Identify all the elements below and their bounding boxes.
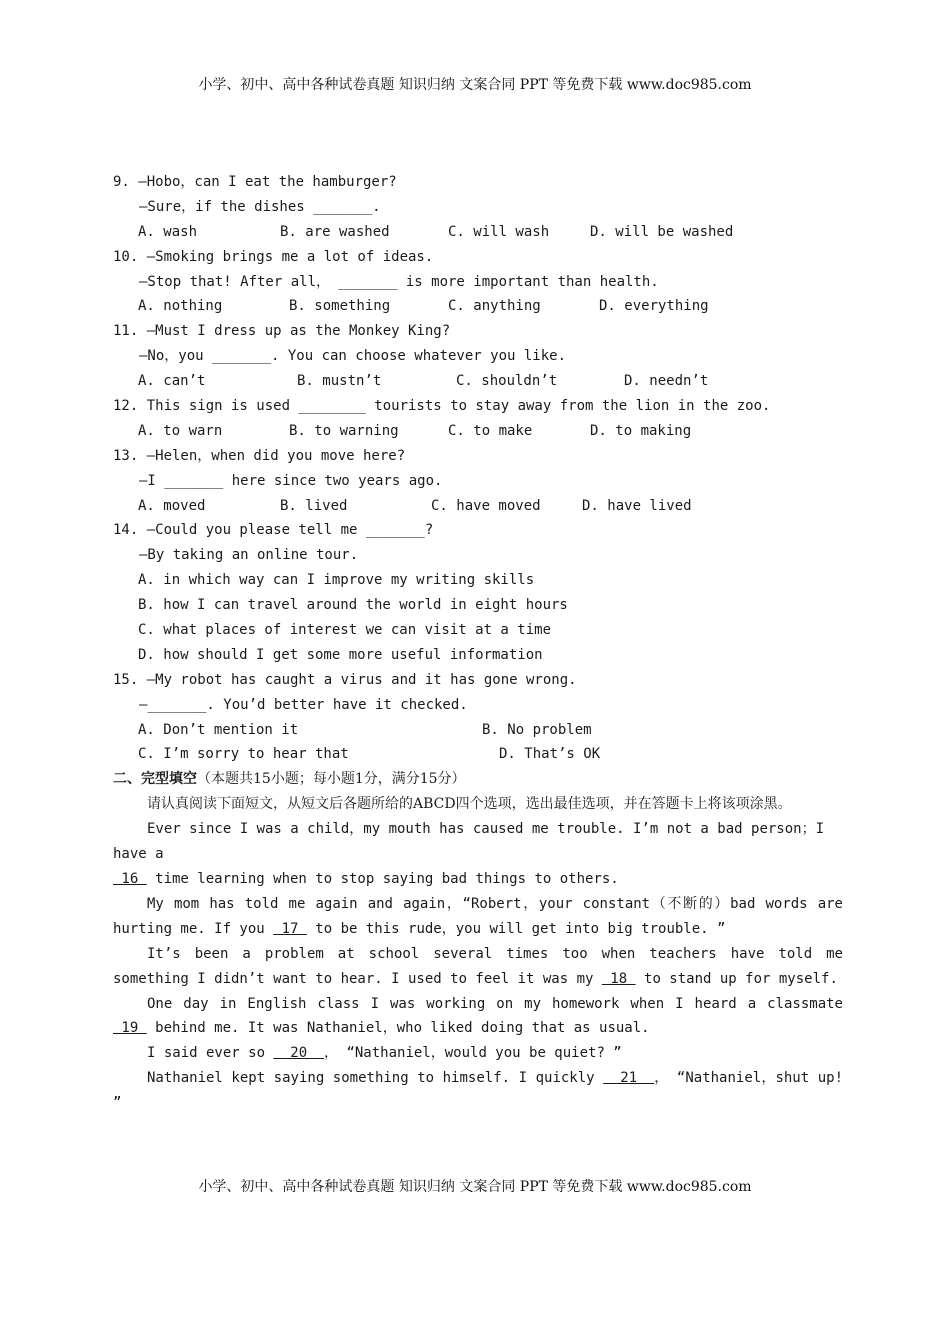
- question-9-reply: —Sure，if the dishes _______.: [139, 198, 381, 215]
- option: D. That’s OK: [499, 746, 601, 763]
- question-13-reply: —I _______ here since two years ago.: [139, 472, 443, 489]
- option: C. anything: [448, 298, 541, 315]
- question-14-reply: —By taking an online tour.: [139, 547, 359, 564]
- passage-text: to be this rude，you will get into big trouble. ”: [306, 920, 726, 937]
- section-title: 二、完型填空: [113, 771, 197, 788]
- passage-text: ， “Nathaniel，shut up! ”: [113, 1070, 844, 1112]
- blank-16: 16: [113, 870, 147, 887]
- option: B. to warning: [289, 422, 399, 439]
- question-12-options: [113, 419, 843, 444]
- exam-content: [113, 170, 843, 1116]
- page-footer: 小学、初中、高中各种试卷真题 知识归纳 文案合同 PPT 等免费下载 www.doc985.com: [198, 1179, 752, 1195]
- section-note: （本题共15小题；每小题1分，满分15分）: [197, 771, 466, 788]
- question-15-options-ab: [113, 718, 843, 743]
- option: C. to make: [448, 422, 533, 439]
- passage-text: I said ever so: [147, 1045, 274, 1062]
- section-heading: [113, 767, 843, 792]
- passage-text: One day in English class I was working on my homework when I heard a classmate: [147, 995, 843, 1012]
- blank-20: 20: [273, 1045, 325, 1062]
- question-13-stem: 13. —Helen，when did you move here?: [113, 447, 406, 464]
- option: B. lived: [280, 497, 348, 514]
- question-15-stem: 15. —My robot has caught a virus and it has gone wrong.: [113, 671, 577, 688]
- option: B. are washed: [280, 223, 390, 240]
- passage-paragraph-2: [113, 892, 843, 942]
- question-9-options: [113, 220, 843, 245]
- passage-text: time learning when to stop saying bad things to others.: [146, 870, 619, 887]
- option: B. something: [289, 298, 391, 315]
- option: C. shouldn’t: [456, 373, 558, 390]
- question-14-stem: 14. —Could you please tell me _______?: [113, 522, 434, 539]
- option: C. what places of interest we can visit at a time: [138, 622, 552, 639]
- option: A. to warn: [138, 422, 223, 439]
- blank-17: 17: [273, 920, 307, 937]
- option: D. how should I get some more useful information: [138, 646, 543, 663]
- option: A. wash: [138, 223, 198, 240]
- option: B. No problem: [482, 721, 592, 738]
- option: D. needn’t: [624, 373, 709, 390]
- question-13-options: [113, 494, 843, 519]
- option: C. I’m sorry to hear that: [138, 746, 349, 763]
- passage-text: to stand up for myself.: [635, 970, 838, 987]
- blank-19: 19: [113, 1020, 147, 1037]
- section-instruction: 请认真阅读下面短文，从短文后各题所给的ABCD四个选项，选出最佳选项，并在答题卡上将该项涂黑。: [147, 796, 792, 813]
- option: D. will be washed: [590, 223, 734, 240]
- blank-21: 21: [603, 1070, 655, 1087]
- option: A. moved: [138, 497, 206, 514]
- question-12-stem: 12. This sign is used ________ tourists to stay away from the lion in the zoo.: [113, 398, 771, 415]
- question-10-options: [113, 294, 843, 319]
- passage-paragraph-1-cont: [113, 867, 843, 892]
- passage-paragraph-4: [113, 992, 843, 1042]
- option: D. everything: [599, 298, 709, 315]
- question-11-stem: 11. —Must I dress up as the Monkey King?: [113, 323, 451, 340]
- option: A. in which way can I improve my writing skills: [138, 572, 535, 589]
- question-9-stem: 9. —Hobo，can I eat the hamburger?: [113, 174, 397, 190]
- question-10-stem: 10. —Smoking brings me a lot of ideas.: [113, 248, 434, 265]
- option: D. to making: [590, 422, 692, 439]
- passage-text: Ever since I was a child，my mouth has caused me trouble. I’m not a bad person；I have a: [113, 821, 825, 863]
- question-11-reply: —No，you _______. You can choose whatever you like.: [139, 348, 567, 365]
- option: B. mustn’t: [297, 373, 382, 390]
- blank-18: 18: [601, 970, 636, 987]
- passage-text: ， “Nathaniel，would you be quiet? ”: [324, 1045, 622, 1062]
- option: A. nothing: [138, 298, 223, 315]
- passage-text: behind me. It was Nathaniel，who liked doing that as usual.: [146, 1020, 650, 1037]
- passage-text: It’s been a problem at school several times too when teachers have told me something I didn’t want to hear. I used to feel it was my: [113, 945, 843, 987]
- question-15-reply: —_______. You’d better have it checked.: [139, 696, 468, 713]
- passage-paragraph-1: [113, 817, 843, 867]
- option: B. how I can travel around the world in eight hours: [138, 597, 568, 614]
- option: D. have lived: [582, 497, 692, 514]
- passage-paragraph-6: [113, 1066, 843, 1116]
- question-10-reply: —Stop that! After all， _______ is more important than health.: [139, 273, 659, 290]
- option: A. can’t: [138, 373, 206, 390]
- question-15-options-cd: [113, 742, 843, 767]
- option: A. Don’t mention it: [138, 721, 299, 738]
- option: C. have moved: [431, 497, 541, 514]
- passage-text: My mom has told me again and again，“Robert，your constant（不断的）bad words are hurting me. If you: [113, 895, 843, 937]
- page-header: 小学、初中、高中各种试卷真题 知识归纳 文案合同 PPT 等免费下载 www.doc985.com: [198, 77, 752, 93]
- passage-paragraph-3: [113, 942, 843, 992]
- passage-text: Nathaniel kept saying something to himself. I quickly: [147, 1070, 604, 1087]
- passage-paragraph-5: [113, 1041, 843, 1066]
- question-11-options: [113, 369, 843, 394]
- option: C. will wash: [448, 223, 550, 240]
